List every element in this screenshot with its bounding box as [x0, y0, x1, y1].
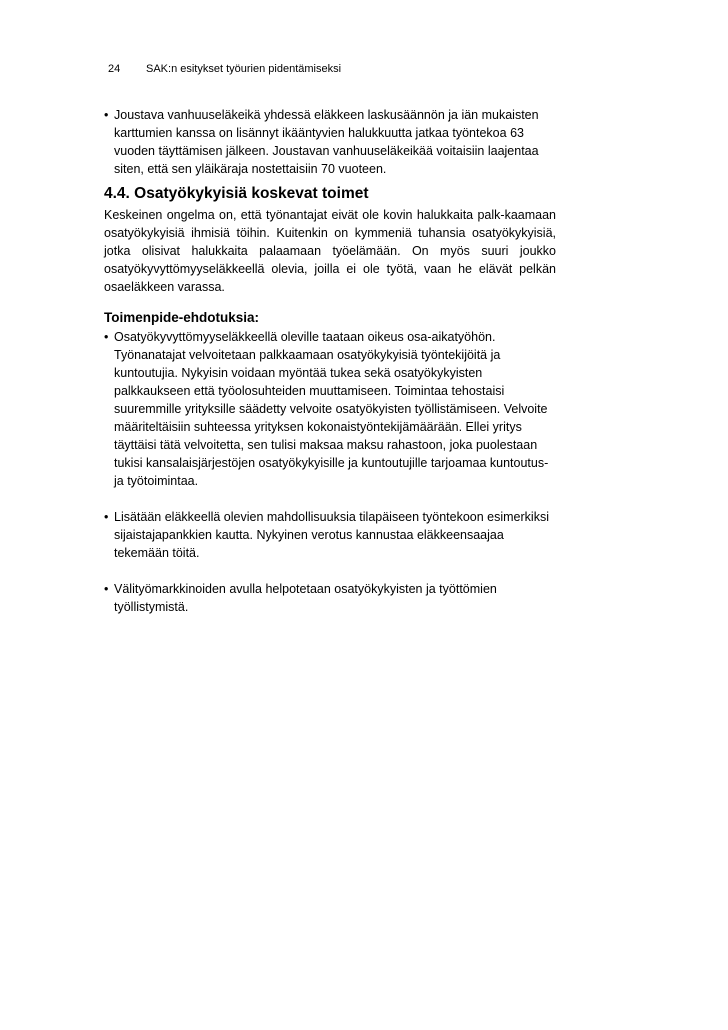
bullet-icon: •	[104, 510, 109, 524]
bullet-icon: •	[104, 108, 109, 122]
bullet-icon: •	[104, 330, 109, 344]
proposal-bullet-text: Välityömarkkinoiden avulla helpotetaan osatyökykyisten ja työttömien työllistymistä.	[114, 582, 497, 614]
bullet-icon: •	[104, 582, 109, 596]
proposal-bullet-item	[104, 508, 556, 562]
running-header	[108, 62, 341, 76]
intro-bullet-text: Joustava vanhuuseläkeikä yhdessä eläkkeen laskusäännön ja iän mukaisten karttumien kanssa on lisännyt ikääntyvien halukkuutta jatkaa työntekoa 63 vuoden täyttämisen jälkeen. Joustavan vanhuuseläkeikää voitaisiin laajentaa siten, että sen yläikäraja nostettaisiin 70 vuoteen.	[114, 108, 539, 176]
page-number: 24	[108, 63, 121, 75]
intro-bullet-item	[104, 106, 556, 178]
proposals-subheading: Toimenpide-ehdotuksia:	[104, 310, 260, 325]
section-heading: 4.4. Osatyökykyisiä koskevat toimet	[104, 185, 369, 202]
proposal-bullet-item	[104, 328, 556, 490]
section-paragraph: Keskeinen ongelma on, että työnantajat eivät ole kovin halukkaita palk-kaamaan osatyökykyisiä ihmisiä töihin. Kuitenkin on kymmeniä tuhansia osatyökykyisiä, jotka olisivat halukkaita palaamaan työelämään. On myös suuri joukko osatyökyvyttömyyseläkkeellä olevia, joilla ei ole työtä, vaan he elävät pelkän osaeläkkeen varassa.	[104, 208, 556, 294]
spacer	[104, 490, 556, 508]
running-header-title: SAK:n esitykset työurien pidentämiseksi	[146, 63, 342, 75]
proposal-bullet-item	[104, 580, 556, 616]
proposal-bullet-text: Osatyökyvyttömyyseläkkeellä oleville taataan oikeus osa-aikatyöhön. Työnanatajat velvoitetaan palkkaamaan osatyökykyisiä työntekijöitä ja kuntoutujia. Nykyisin voidaan myöntää tukea sekä osatyökykyisten palkkaukseen että työolosuhteiden muuttamiseen. Toimintaa tehostaisi suuremmille yrityksille säädetty velvoite osatyökyisten työllistämiseen. Velvoite määriteltäisiin suhteessa yrityksen kokonaistyöntekijämäärään. Ellei yritys täyttäisi tätä velvoitetta, sen tulisi maksaa maksu rahastoon, joka puolestaan tukisi kansalaisjärjestöjen osatyökykyisille ja kuntoutujille tarjoamaa kuntoutus- ja työtoimintaa.	[114, 330, 549, 488]
proposal-bullet-text: Lisätään eläkkeellä olevien mahdollisuuksia tilapäiseen työntekoon esimerkiksi sijaistajapankkien kautta. Nykyinen verotus kannustaa eläkkeensaajaa tekemään töitä.	[114, 510, 549, 560]
spacer	[104, 562, 556, 580]
page-content	[104, 106, 556, 616]
